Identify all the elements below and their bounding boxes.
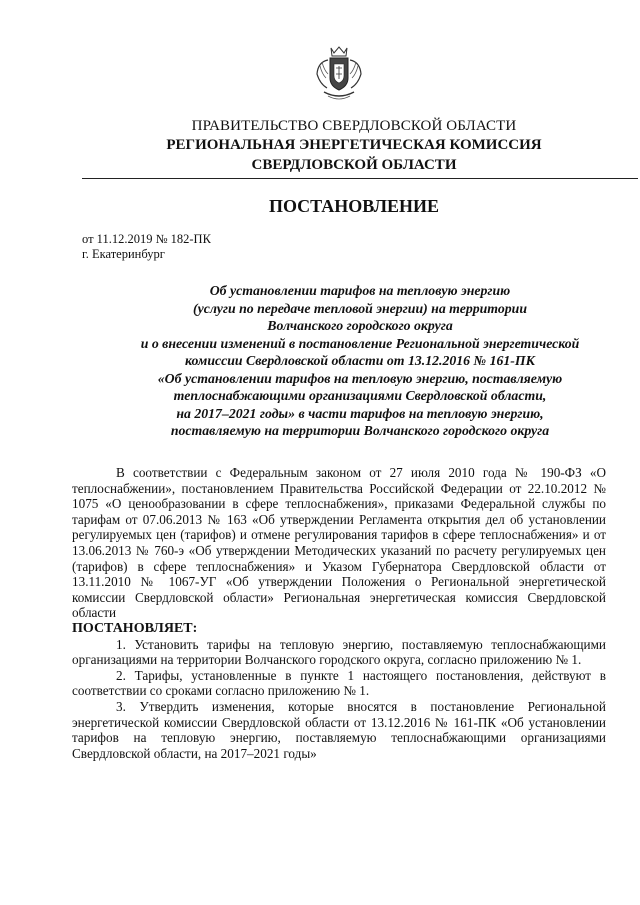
resolution-item: 1. Установить тарифы на тепловую энергию, поставляемую теплоснабжающими организациями на территории Волчанского городского округа, согласно приложению № 1. bbox=[72, 636, 606, 668]
resolve-heading: ПОСТАНОВЛЯЕТ: bbox=[72, 620, 198, 636]
subject-line: теплоснабжающими организациями Свердловской области, bbox=[173, 388, 547, 403]
header-divider bbox=[82, 178, 638, 179]
government-name: ПРАВИТЕЛЬСТВО СВЕРДЛОВСКОЙ ОБЛАСТИ bbox=[191, 118, 517, 134]
commission-name-line1: РЕГИОНАЛЬНАЯ ЭНЕРГЕТИЧЕСКАЯ КОМИССИЯ bbox=[166, 137, 542, 153]
subject-line: на 2017–2021 годы» в части тарифов на тепловую энергию, bbox=[176, 405, 544, 421]
preamble-paragraph: В соответствии с Федеральным законом от 27 июля 2010 года № 190-ФЗ «О теплоснабжении», постановлением Правительства Российской Федерации от 22.10.2012 № 1075 «О ценообразовании в сфере теплоснабжения», приказами Федеральной службы по тарифам от 07.06.2013 № 163 «Об утверждении Регламента открытия дел об установлении регулируемых цен (тарифов) и отмене регулирования тарифов в сфере теплоснабжения» и от 13.06.2013 № 760-э «Об утверждении Методических указаний по расчету регулируемых цен (тарифов) в сфере теплоснабжения» и Указом Губернатора Свердловской области от 13.11.2010 № 1067-УГ «Об утверждении Положения о Региональной энергетической комиссии Свердловской области» Региональная энергетическая комиссия Свердловской области bbox=[72, 465, 606, 621]
resolution-item: 2. Тарифы, установленные в пункте 1 настоящего постановления, действуют в соответствии со сроками согласно приложению № 1. bbox=[72, 667, 606, 699]
subject-line: Волчанского городского округа bbox=[267, 318, 453, 333]
resolution-item: 3. Утвердить изменения, которые вносятся в постановление Региональной энергетической комиссии Свердловской области от 13.12.2016 № 161-ПК «Об установлении тарифов на тепловую энергию, поставляемую теплоснабжающими организациями Свердловской области, на 2017–2021 годы» bbox=[72, 698, 606, 761]
subject-line: (услуги по передаче тепловой энергии) на территории bbox=[192, 300, 527, 316]
document-body bbox=[72, 465, 606, 761]
document-type: ПОСТАНОВЛЕНИЕ bbox=[268, 196, 440, 216]
subject-line: «Об установлении тарифов на тепловую энергию, поставляемую bbox=[157, 370, 563, 386]
coat-of-arms-icon bbox=[314, 44, 364, 104]
subject-line: Об установлении тарифов на тепловую энергию bbox=[209, 283, 511, 298]
commission-name-line2: СВЕРДЛОВСКОЙ ОБЛАСТИ bbox=[251, 157, 457, 173]
subject-line: комиссии Свердловской области от 13.12.2016 № 161-ПК bbox=[185, 353, 535, 368]
subject-line: поставляемую на территории Волчанского городского округа bbox=[170, 423, 550, 438]
subject-line: и о внесении изменений в постановление Региональной энергетической bbox=[140, 335, 580, 351]
document-place: г. Екатеринбург bbox=[82, 247, 165, 261]
document-subject bbox=[80, 282, 640, 440]
document-date-number: от 11.12.2019 № 182-ПК bbox=[82, 232, 211, 246]
